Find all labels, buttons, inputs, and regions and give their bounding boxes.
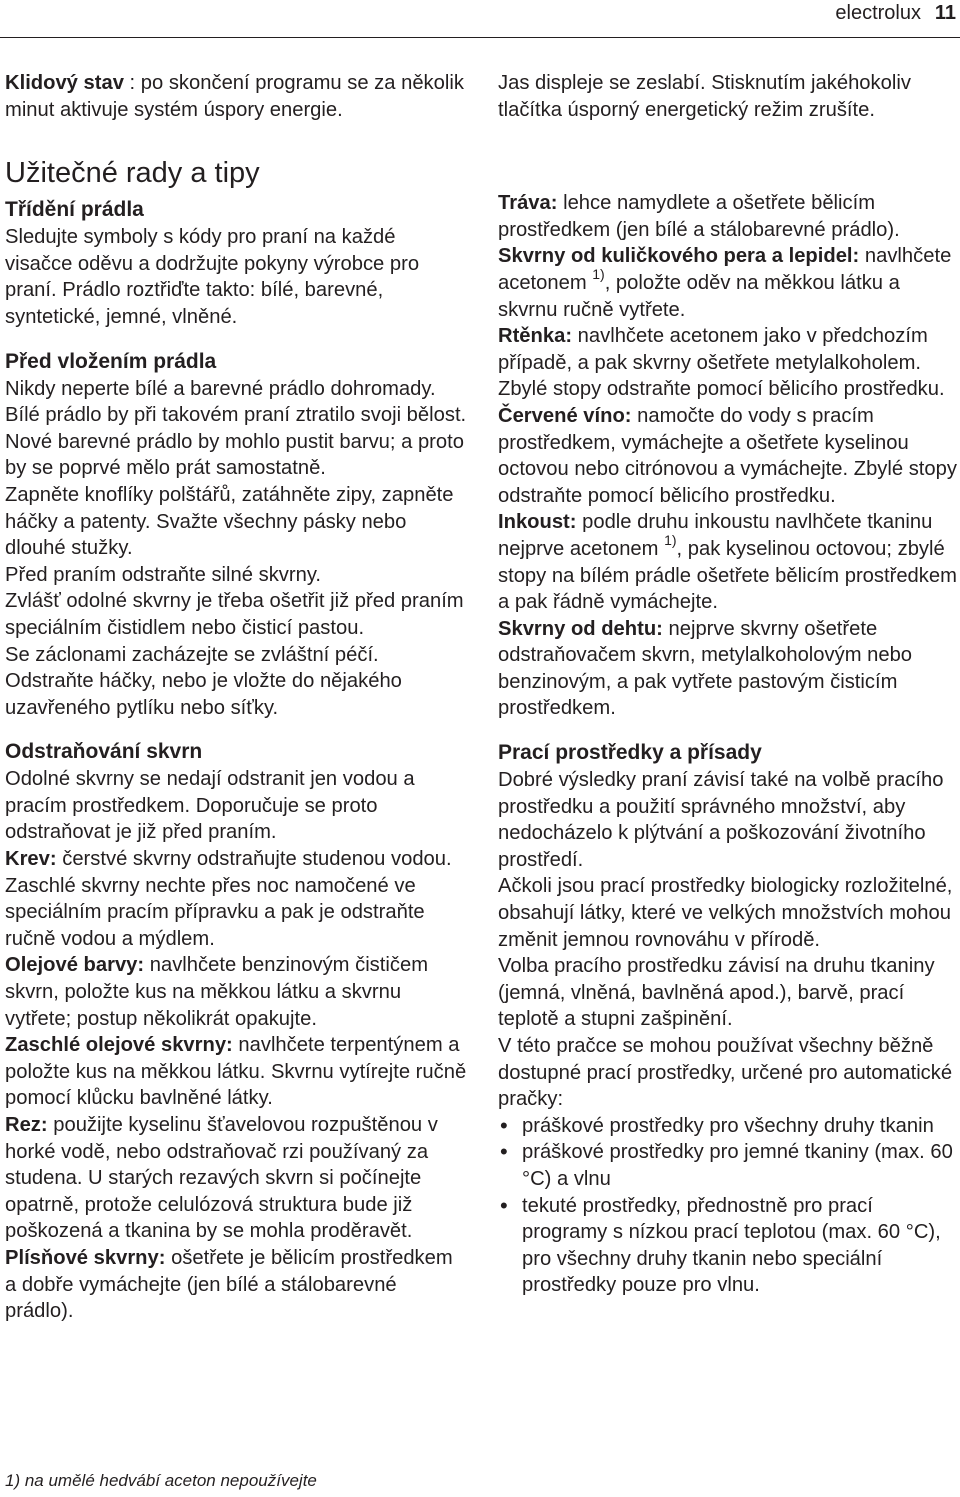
list-item: • práškové prostředky pro všechny druhy tkanin bbox=[498, 1113, 958, 1140]
ink-text-a: podle druhu inkoustu navlhčete tkaninu nejprve acetonem bbox=[498, 511, 933, 560]
footnote: 1) na umělé hedvábí aceton nepoužívejte bbox=[5, 1471, 317, 1490]
detergent-list bbox=[498, 1113, 958, 1299]
stains-intro: Odolné skvrny se nedají odstranit jen vodou a pracím prostředkem. Doporučuje se proto odstraňovat je již před praním. bbox=[5, 768, 415, 844]
lipstick-term: Rtěnka: bbox=[498, 325, 573, 348]
before-paragraph-1: Nikdy neperte bílé a barevné prádlo dohromady. Bílé prádlo by při takovém praní ztratilo svoji bělost. bbox=[5, 377, 467, 427]
wine-text: namočte do vody s pracím prostředkem, vymáchejte a ošetřete kyselinou octovou nebo citrónovou a vymáchejte. Zbylé stopy odstraňte pomocí bělicího prostředku. bbox=[498, 404, 957, 507]
grass-term: Tráva: bbox=[498, 192, 558, 215]
brand-name: electrolux bbox=[835, 2, 921, 24]
before-heading: Před vložením prádla bbox=[5, 349, 217, 373]
mould-paragraph bbox=[5, 1245, 467, 1325]
pen-text-a: navlhčete acetonem bbox=[498, 245, 952, 294]
sorting-text: Sledujte symboly s kódy pro praní na každé visačce oděvu a dodržujte pokyny výrobce pro praní. Prádlo roztřiďte takto: bílé, barevné, syntetické, jemné, vlněné. bbox=[5, 226, 420, 328]
standby-term: Klidový stav bbox=[5, 72, 124, 94]
wine-paragraph bbox=[498, 403, 958, 509]
right-column bbox=[498, 70, 958, 1299]
detergent-paragraph-1: Dobré výsledky praní závisí také na volbě pracího prostředku a použití správného množství, aby nedocházelo k plýtvání a poškozování životního prostředí. bbox=[498, 769, 944, 871]
standby-continuation: Jas displeje se zeslabí. Stisknutím jakéhokoliv tlačítka úsporný energetický režim zrušíte. bbox=[498, 72, 911, 121]
pen-text-b: , položte oděv na měkkou látku a skvrnu ručně vytřete. bbox=[498, 271, 900, 321]
page-number: 11 bbox=[934, 2, 956, 24]
pen-paragraph bbox=[498, 243, 958, 323]
before-paragraph-2: Nové barevné prádlo by mohlo pustit barvu; a proto by se poprvé mělo prát samostatně. bbox=[5, 430, 464, 480]
stains-heading: Odstraňování skvrn bbox=[5, 740, 203, 764]
dried-oil-paragraph bbox=[5, 1032, 467, 1112]
column-spacer bbox=[498, 123, 958, 190]
standby-text: : po skončení programu se za několik minut aktivuje systém úspory energie. bbox=[5, 72, 464, 121]
grass-text: lehce namydlete a ošetřete bělicím prostředkem (jen bílé a stálobarevné prádlo). bbox=[498, 192, 900, 241]
section-title: Užitečné rady a tipy bbox=[5, 157, 260, 190]
blood-term: Krev: bbox=[5, 848, 57, 871]
tar-paragraph bbox=[498, 616, 958, 722]
oil-paragraph bbox=[5, 952, 467, 1032]
before-paragraph-3: Zapněte knoflíky polštářů, zatáhněte zipy, zapněte háčky a patenty. Svažte všechny pásky nebo dlouhé stužky. bbox=[5, 483, 454, 560]
rust-paragraph bbox=[5, 1112, 467, 1245]
page-header bbox=[0, 0, 960, 38]
ink-text-b: , pak kyselinou octovou; zbylé stopy na bílém prádle ošetřete bělicím prostředkem a pak řádně vymáchejte. bbox=[498, 537, 957, 614]
dried-oil-text: navlhčete terpentýnem a položte kus na měkkou látku. Skvrnu vytírejte ručně pomocí klůcku bavlněné látky. bbox=[5, 1034, 467, 1110]
ink-footnote-ref: 1) bbox=[664, 532, 677, 549]
tar-text: nejprve skvrny ošetřete odstraňovačem skvrn, metylalkoholovým nebo benzinovým, a pak vytřete pastovým čisticím prostředkem. bbox=[498, 617, 913, 720]
before-paragraph-5: Zvlášť odolné skvrny je třeba ošetřit již před praním speciálním čistidlem nebo čisticí pastou. bbox=[5, 590, 464, 639]
wine-term: Červené víno: bbox=[498, 404, 632, 427]
before-paragraph-6: Se záclonami zacházejte se zvláštní péčí. Odstraňte háčky, nebo je vložte do nějakého uzavřeného pytlíku nebo síťky. bbox=[5, 643, 402, 719]
oil-term: Olejové barvy: bbox=[5, 954, 145, 977]
rust-term: Rez: bbox=[5, 1114, 48, 1136]
list-item: • práškové prostředky pro jemné tkaniny (max. 60 °C) a vlnu bbox=[498, 1139, 958, 1192]
detergent-paragraph-3: Volba pracího prostředku závisí na druhu tkaniny (jemná, vlněná, bavlněná apod.), barvě, prací teplotě a stupni zašpinění. bbox=[498, 955, 935, 1031]
lipstick-paragraph bbox=[498, 323, 958, 403]
detergent-paragraph-4: V této pračce se mohou používat všechny běžně dostupné prací prostředky, určené pro automatické pračky: bbox=[498, 1035, 953, 1111]
oil-text: navlhčete benzinovým čističem skvrn, položte kus na měkkou látku a skvrnu vytřete; postup několikrát opakujte. bbox=[5, 954, 429, 1030]
pen-footnote-ref: 1) bbox=[592, 266, 605, 283]
tar-term: Skvrny od dehtu: bbox=[498, 617, 663, 640]
mould-text: ošetřete je bělicím prostředkem a dobře vymáchejte (jen bílé a stálobarevné prádlo). bbox=[5, 1246, 453, 1323]
mould-term: Plísňové skvrny: bbox=[5, 1246, 166, 1269]
dried-oil-term: Zaschlé olejové skvrny: bbox=[5, 1034, 233, 1057]
sorting-heading: Třídění prádla bbox=[5, 198, 144, 222]
before-paragraph-4: Před praním odstraňte silné skvrny. bbox=[5, 563, 322, 586]
list-item: • tekuté prostředky, přednostně pro prací programy s nízkou prací teplotou (max. 60 °C), pro všechny druhy tkanin nebo speciální prostředky pouze pro vlnu. bbox=[498, 1193, 958, 1299]
grass-paragraph bbox=[498, 190, 958, 243]
lipstick-text: navlhčete acetonem jako v předchozím případě, a pak skvrny ošetřete metylalkoholem. Zbylé stopy odstraňte pomocí bělicího prostředku. bbox=[498, 325, 945, 401]
detergent-heading: Prací prostředky a přísady bbox=[498, 741, 762, 765]
header-rule bbox=[0, 37, 960, 38]
detergent-paragraph-2: Ačkoli jsou prací prostředky biologicky rozložitelné, obsahují látky, které ve velkých množstvích mohou změnit jemnou rovnováhu v přírodě. bbox=[498, 875, 953, 951]
ink-paragraph bbox=[498, 509, 958, 615]
pen-term: Skvrny od kuličkového pera a lepidel: bbox=[498, 245, 860, 268]
blood-paragraph bbox=[5, 846, 467, 952]
blood-text: čerstvé skvrny odstraňujte studenou vodou. Zaschlé skvrny nechte přes noc namočené ve speciálním pracím přípravku a pak je odstraňte ručně vodou a mýdlem. bbox=[5, 848, 452, 950]
left-column bbox=[5, 70, 467, 1325]
rust-text: použijte kyselinu šťavelovou rozpuštěnou v horké vodě, nebo odstraňovač rzi používaný za studena. U starých rezavých skvrn si počínejte opatrně, protože celulózová struktura bude již poškozená a tkanina by se mohla proděravět. bbox=[5, 1114, 438, 1243]
standby-paragraph bbox=[5, 70, 467, 123]
ink-term: Inkoust: bbox=[498, 511, 577, 534]
